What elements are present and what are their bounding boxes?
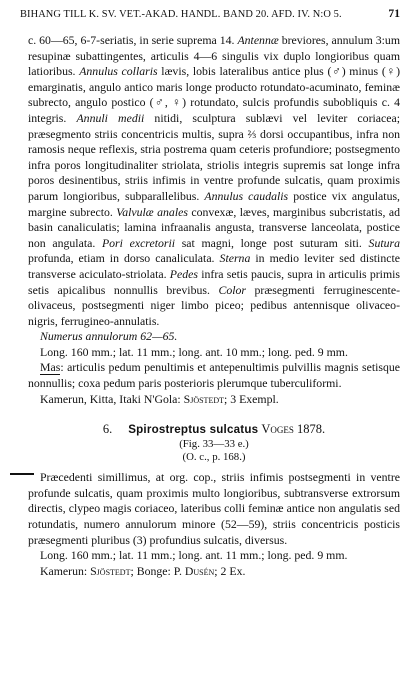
text-run: lævis, lobis lateralibus antice plus (♂) minus (♀) emarginatis, angulo antico maris longe producto rotundato-acuminato, feminæ subrecto, angulo postico (♂, ♀) rotundato, sulcis profundis suboblіquis c. 4 integris. [28,64,400,125]
term-color: Color [218,282,246,297]
term-sutura: Sutura [368,235,401,250]
numerus-line: Numerus annulorum 62—65. [40,329,178,344]
text-run: præsegmenti ferruginescente-olivaceus, postsegmenti niger limbo piceo; pedibus antennisque olivaceo-nigris, ferrugineo-annulatis. [28,282,400,328]
species-heading [28,421,400,438]
collector-name: Dusén [184,563,215,578]
measurements-2: Long. 160 mm.; lat. 11 mm.; long. ant. 11 mm.; long. ped. 9 mm. [40,548,348,563]
collector-name: Sjöstedt [90,563,131,578]
text-run: postice vix angulatus, margine subrecto. [28,188,401,219]
locality-text: Kamerun: [40,563,91,578]
term-pedes: Pedes [169,266,198,281]
locality-count: ; 2 Ex. [214,563,246,578]
mas-paragraph [28,360,400,391]
text-run: sat magni, longe post suturam siti. [175,235,369,250]
text-run: infra setis paucis, supra in articulis primis setis apicalibus nonnullis brevibus. [28,266,400,297]
text-run: nitidi, sculptura sublævi vel leviter coriacea; præsegmento striis concentricis multis, supra ⅔ dorsi occupantibus, infra non ramosis neque reflexis, stria postrema quam ceteris profundiore; postsegmento infra poros longitudinaliter striolata, striolis integris supremis sat longe infra poros desinentibus, striis infimis in ventre profunde sulcatis, quam proximis parum longioribus, subparallelibus. [28,110,400,203]
description-paragraph [28,33,400,329]
locality-1 [28,392,400,408]
species-year: 1878. [297,422,326,437]
measurements-1: Long. 160 mm.; lat. 11 mm.; long. ant. 10 mm.; long. ped. 9 mm. [40,344,348,359]
text-run: breviores, annulum 3:um resupinæ subattingentes, articulis 4—6 singulis vix duplo longioribus quam latioribus. [28,33,400,79]
text-run: in medio leviter sed distincte transverse aciculato-striolata. [28,251,400,281]
page-number: 71 [388,8,400,20]
mas-label: Mas [40,360,61,375]
locality-count: ; 3 Exempl. [224,391,279,406]
term-valvulae-anales: Valvulæ anales [116,204,188,219]
text-run: c. 60—65, 6-7-seriatis, in serie suprema 14. [28,33,238,47]
term-annuli-medii: Annuli medii [76,110,145,125]
collector-name: Sjöstedt [183,391,224,406]
species-number: 6. [102,422,113,437]
mas-text: : articulis pedum penultimis et antepenultimis pulvillis magnis setisque nonnullis; coxa pedum paris posterioris plerumque tuberculiformi. [28,360,400,391]
locality-text: ; Bonge: P. [130,563,185,578]
term-sterna: Sterna [219,251,251,266]
text-body [28,33,400,579]
figure-reference: (Fig. 33—33 e.) [179,438,249,451]
species-author: Voges [261,422,294,437]
species-name: Spirostreptus sulcatus [128,423,259,437]
term-antennae: Antennæ [237,33,279,47]
term-pori-excretorii: Pori excretorii [101,235,176,250]
locality-2 [28,564,400,580]
locality-text: Kamerun, Kitta, Itaki N'Gola: [40,391,184,406]
term-annulus-caudalis: Annulus caudalis [204,188,289,203]
text-run: profunda, etiam in dorso canaliculata. [28,251,220,266]
term-annulus-collaris: Annulus collaris [79,64,158,79]
comparison-paragraph: Præcedenti simillimus, at org. cop., striis infimis postsegmenti in ventre profunde sulcatis, quam proximis multo longioribus, subtransverse extrorsum directis, clypeo magis coriaceo, lateribus colli feminæ antice non angulatis sed rotundatis, numero annulorum minore (52—59), striis concentricis posticis præsegmenti pluribus (3) profundius sulcatis, diversus. [28,470,400,547]
page-reference: (O. c., p. 168.) [182,451,246,464]
text-run: convexæ, læves, marginibus subcristatis, ad basin canaliculatis; lamina infraanalis angusta, transverse lanceolata, postice non angulata. [28,204,401,250]
running-header [20,8,400,24]
running-head: BIHANG TILL K. SV. VET.-AKAD. HANDL. BAND 20. AFD. IV. N:O 5. [20,9,342,20]
